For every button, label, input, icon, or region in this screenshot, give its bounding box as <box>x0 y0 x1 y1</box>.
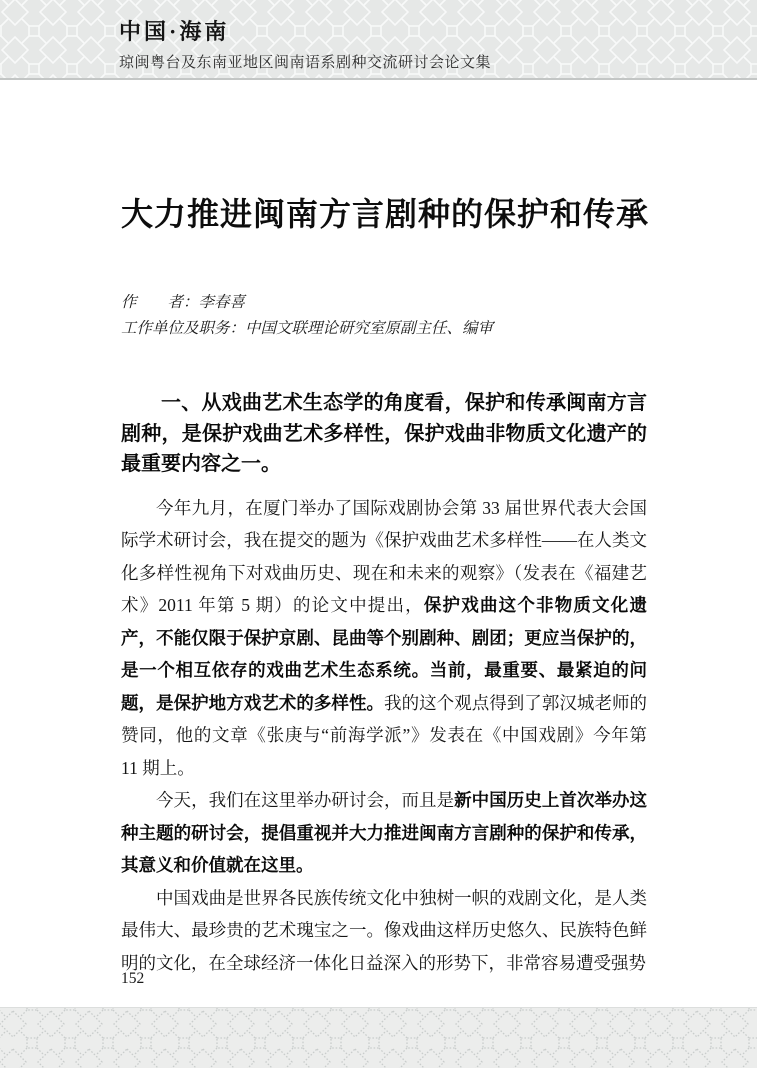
article-title: 大力推进闽南方言剧种的保护和传承 <box>121 196 650 232</box>
lattice-pattern-icon <box>0 1008 757 1068</box>
text-run: 中国戏曲是世界各民族传统文化中独树一帜的戏剧文化，是人类最伟大、最珍贵的艺术瑰宝之一。像戏曲这样历史悠久、民族特色鲜明的文化，在全球经济一体化日益深入的形势下，非常容易遭受强势 <box>121 887 647 973</box>
paragraph <box>121 784 647 882</box>
text-run: 我的这个观点得到了郭汉城老师的赞同，他的文章《张庚与“前海学派”》发表在《中国戏剧》今年第 11 期上。 <box>121 692 648 778</box>
article-content <box>121 80 650 979</box>
section-heading: 一、从戏曲艺术生态学的角度看，保护和传承闽南方言剧种，是保护戏曲艺术多样性，保护戏曲非物质文化遗产的最重要内容之一。 <box>121 392 647 475</box>
paragraph <box>121 492 647 785</box>
text-run: 今年九月，在厦门举办了国际戏剧协会第 33 届世界代表大会国际学术研讨会，我在提交的题为《保护戏曲艺术多样性——在人类文化多样性视角下对戏曲历史、现在和未来的观察》（发表在《福建艺术》2011 年第 5 期）的论文中提出， <box>121 497 647 615</box>
header-series-title: 琼闽粤台及东南亚地区闽南语系剧种交流研讨会论文集 <box>119 54 492 71</box>
bottom-border-pattern <box>0 1007 757 1068</box>
body-paragraphs <box>121 492 647 980</box>
bold-text-run: 新中国历史上首次举办这种主题的研讨会，提倡重视并大力推进闽南方言剧种的保护和传承，其意义和价值就在这里。 <box>121 790 648 875</box>
page-number: 152 <box>121 970 145 987</box>
author-line: 作 者：李春喜 <box>121 294 246 311</box>
paragraph <box>121 882 647 980</box>
text-run: 今天，我们在这里举办研讨会，而且是 <box>156 790 455 810</box>
author-block <box>121 290 647 342</box>
header-region-title: 中国·海南 <box>119 19 230 44</box>
author-affiliation-line: 工作单位及职务：中国文联理论研究室原副主任、编审 <box>121 320 494 337</box>
bold-text-run: 保护戏曲这个非物质文化遗产，不能仅限于保护京剧、昆曲等个别剧种、剧团；更应当保护的，是一个相互依存的戏曲艺术生态系统。当前，最重要、最紧迫的问题，是保护地方戏艺术的多样性。 <box>121 595 648 713</box>
